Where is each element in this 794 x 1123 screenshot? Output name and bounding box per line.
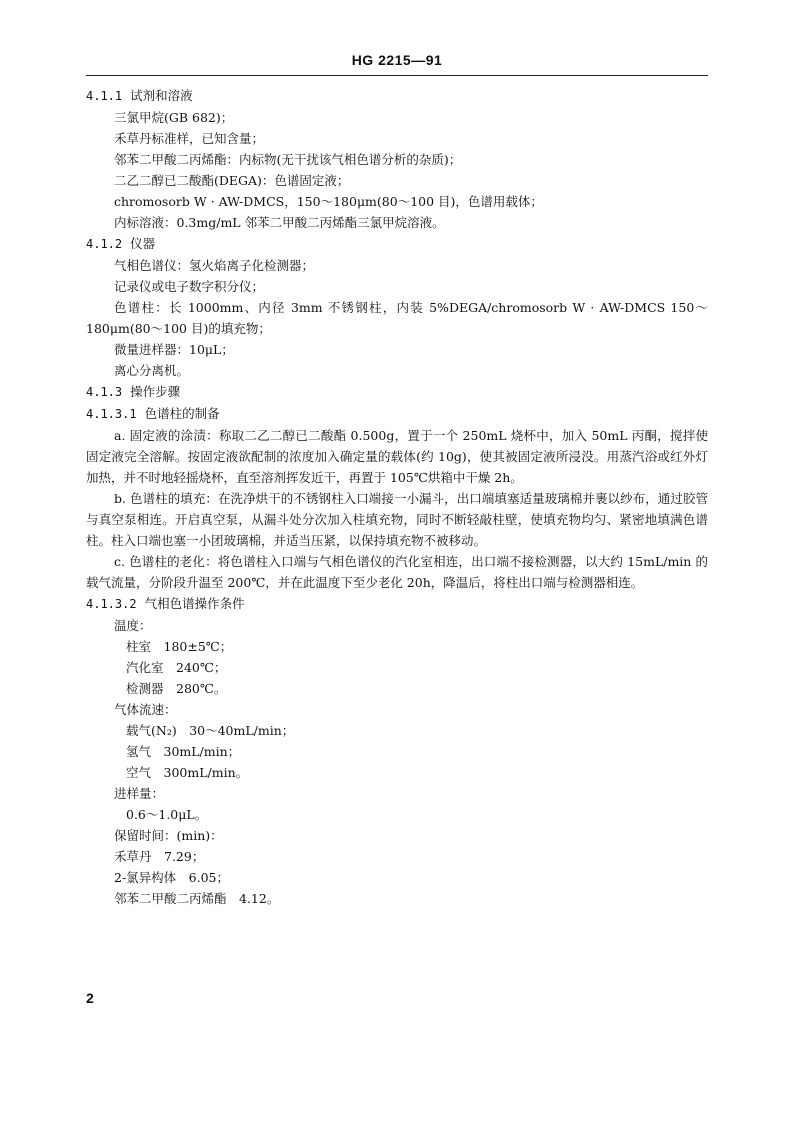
paragraph-c: c. 色谱柱的老化：将色谱柱入口端与气相色谱仪的汽化室相连，出口端不接检测器，以大约 15mL/min 的载气流量，分阶段升温至 200℃，并在此温度下至少老化 20h，降温后，将柱出口端与检测器相连。 bbox=[86, 554, 708, 590]
heading-4-1-2 bbox=[86, 233, 708, 255]
page-number: 2 bbox=[86, 990, 94, 1006]
reagent-item: chromosorb W · AW-DMCS，150～180μm(80～100 目)，色谱用载体； bbox=[114, 194, 543, 209]
section-title: 试剂和溶液 bbox=[130, 88, 193, 103]
condition-value: 载气(N₂) 30～40mL/min； bbox=[126, 723, 295, 738]
reagent-item: 三氯甲烷(GB 682)； bbox=[114, 110, 234, 125]
heading-4-1-3 bbox=[86, 381, 708, 403]
condition-value: 检测器 280℃。 bbox=[126, 681, 227, 696]
page-header-standard-code: HG 2215—91 bbox=[351, 52, 443, 68]
section-number: 4.1.3.1 bbox=[86, 407, 137, 421]
retention-value: 邻苯二甲酸二丙烯酯 4.12。 bbox=[114, 891, 280, 906]
document-body bbox=[86, 85, 708, 909]
section-number: 4.1.3.2 bbox=[86, 597, 137, 611]
instrument-item: 微量进样器：10μL； bbox=[114, 342, 234, 357]
section-title: 操作步骤 bbox=[130, 384, 181, 399]
condition-value: 0.6～1.0μL。 bbox=[126, 807, 208, 822]
reagent-item: 禾草丹标准样，已知含量； bbox=[114, 131, 265, 146]
condition-label: 温度： bbox=[114, 618, 152, 633]
retention-value: 禾草丹 7.29； bbox=[114, 849, 205, 864]
section-title: 色谱柱的制备 bbox=[144, 406, 220, 421]
condition-value: 汽化室 240℃； bbox=[126, 660, 227, 675]
instrument-item: 记录仪或电子数字积分仪； bbox=[114, 279, 265, 294]
paragraph-b: b. 色谱柱的填充：在洗净烘干的不锈钢柱入口端接一小漏斗，出口端填塞适量玻璃棉并裹以纱布，通过胶管与真空泵相连。开启真空泵，从漏斗处分次加入柱填充物，同时不断轻敲柱壁，使填充物均匀、紧密地填满色谱柱。柱入口端也塞一小团玻璃棉，并适当压紧，以保持填充物不被移动。 bbox=[86, 491, 708, 548]
paragraph-a: a. 固定液的涂渍：称取二乙二醇已二酸酯 0.500g，置于一个 250mL 烧杯中，加入 50mL 丙酮，搅拌使固定液完全溶解。按固定液欲配制的浓度加入确定量的载体(约 10g)，使其被固定液所浸没。用蒸汽浴或红外灯加热，并不时地轻摇烧杯，直至溶剂挥发近干，再置于 105℃烘箱中干燥 2h。 bbox=[86, 428, 708, 485]
section-title: 气相色谱操作条件 bbox=[144, 596, 245, 611]
retention-value: 2-氯异构体 6.05； bbox=[114, 870, 230, 885]
reagent-item: 二乙二醇已二酸酯(DEGA)：色谱固定液； bbox=[114, 173, 350, 188]
reagent-item: 内标溶液：0.3mg/mL 邻苯二甲酸二丙烯酯三氯甲烷溶液。 bbox=[114, 215, 445, 230]
condition-value: 柱室 180±5℃； bbox=[126, 639, 233, 654]
section-number: 4.1.3 bbox=[86, 385, 123, 399]
section-number: 4.1.1 bbox=[86, 89, 123, 103]
condition-label: 保留时间：(min)： bbox=[114, 828, 223, 843]
section-number: 4.1.2 bbox=[86, 237, 123, 251]
header-rule bbox=[86, 75, 708, 76]
condition-label: 进样量： bbox=[114, 786, 165, 801]
column-paragraph: 色谱柱：长 1000mm、内径 3mm 不锈钢柱，内装 5%DEGA/chromosorb W · AW-DMCS 150～180μm(80～100 目)的填充物； bbox=[86, 300, 708, 336]
condition-value: 氢气 30mL/min； bbox=[126, 744, 241, 759]
condition-value: 空气 300mL/min。 bbox=[126, 765, 249, 780]
heading-4-1-3-2 bbox=[86, 593, 708, 615]
condition-label: 气体流速： bbox=[114, 702, 177, 717]
instrument-item: 气相色谱仪：氢火焰离子化检测器； bbox=[114, 258, 315, 273]
section-title: 仪器 bbox=[130, 236, 156, 251]
heading-4-1-1 bbox=[86, 85, 708, 107]
heading-4-1-3-1 bbox=[86, 403, 708, 425]
reagent-item: 邻苯二甲酸二丙烯酯：内标物(无干扰该气相色谱分析的杂质)； bbox=[114, 152, 462, 167]
instrument-item: 离心分离机。 bbox=[114, 363, 190, 378]
